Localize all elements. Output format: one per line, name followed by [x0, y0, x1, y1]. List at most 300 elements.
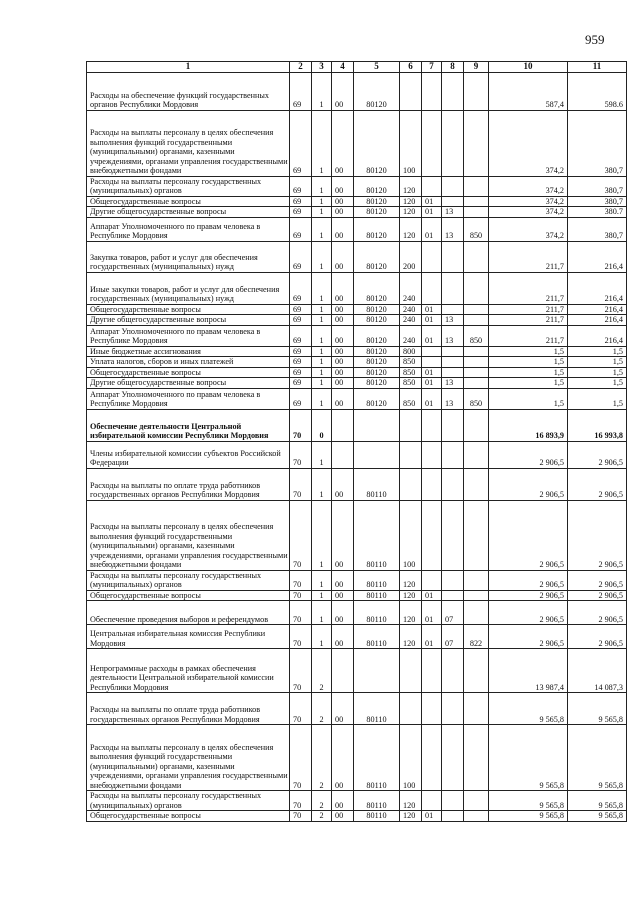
cell-subsection — [442, 304, 464, 315]
cell-expense-type: 120 — [400, 811, 422, 822]
cell-subsection: 13 — [442, 325, 464, 346]
cell-chapter: 01 — [422, 304, 442, 315]
table-row — [87, 500, 627, 570]
cell-ministry: 70 — [290, 725, 312, 791]
table-row — [87, 110, 627, 176]
cell-expense-type — [400, 649, 422, 693]
cell-section: 1 — [312, 590, 332, 601]
cell-description: Иные бюджетные ассигнования — [87, 346, 290, 357]
cell-subprogram: 00 — [332, 346, 354, 357]
cell-ministry: 69 — [290, 110, 312, 176]
cell-subsection — [442, 357, 464, 368]
cell-subsection — [442, 725, 464, 791]
cell-subprogram — [332, 441, 354, 468]
cell-target-item: 80120 — [354, 272, 400, 304]
cell-chapter — [422, 500, 442, 570]
cell-expense-type: 240 — [400, 315, 422, 326]
cell-subsection — [442, 570, 464, 590]
cell-target-item: 80120 — [354, 241, 400, 272]
cell-section: 1 — [312, 241, 332, 272]
table-row — [87, 196, 627, 207]
cell-value-2019: 380,7 — [568, 176, 627, 196]
cell-value-2018: 9 565,8 — [489, 811, 568, 822]
cell-target-item: 80120 — [354, 315, 400, 326]
cell-section: 1 — [312, 570, 332, 590]
cell-description: Общегосударственные вопросы — [87, 811, 290, 822]
cell-section: 1 — [312, 207, 332, 218]
cell-chapter: 01 — [422, 207, 442, 218]
cell-expense-type: 200 — [400, 241, 422, 272]
cell-value-2019: 9 565,8 — [568, 693, 627, 725]
cell-description: Другие общегосударственные вопросы — [87, 207, 290, 218]
cell-subsection: 13 — [442, 388, 464, 409]
cell-subprogram: 00 — [332, 590, 354, 601]
cell-value-2019: 1,5 — [568, 388, 627, 409]
cell-target-item — [354, 649, 400, 693]
cell-value-2018: 16 893,9 — [489, 409, 568, 441]
cell-section: 1 — [312, 196, 332, 207]
cell-value-2019: 9 565,8 — [568, 811, 627, 822]
cell-target-item: 80120 — [354, 325, 400, 346]
cell-ministry: 69 — [290, 304, 312, 315]
cell-code — [464, 196, 489, 207]
cell-value-2019: 9 565,8 — [568, 725, 627, 791]
cell-value-2019: 380,7 — [568, 110, 627, 176]
cell-chapter — [422, 441, 442, 468]
cell-ministry: 69 — [290, 388, 312, 409]
cell-value-2019: 380,7 — [568, 217, 627, 241]
cell-section: 2 — [312, 649, 332, 693]
cell-expense-type: 800 — [400, 346, 422, 357]
table-row — [87, 649, 627, 693]
cell-expense-type: 100 — [400, 500, 422, 570]
cell-subprogram: 00 — [332, 378, 354, 389]
cell-description: Обеспечение деятельности Центральной избирательной комиссии Республики Мордовия — [87, 409, 290, 441]
cell-section: 1 — [312, 176, 332, 196]
table-row — [87, 388, 627, 409]
cell-section: 1 — [312, 357, 332, 368]
cell-chapter: 01 — [422, 811, 442, 822]
cell-chapter: 01 — [422, 196, 442, 207]
cell-chapter — [422, 176, 442, 196]
cell-description: Аппарат Уполномоченного по правам человека в Республике Мордовия — [87, 217, 290, 241]
cell-section: 1 — [312, 388, 332, 409]
cell-target-item: 80120 — [354, 110, 400, 176]
table-row — [87, 601, 627, 625]
cell-section: 2 — [312, 693, 332, 725]
cell-subsection — [442, 176, 464, 196]
cell-section: 2 — [312, 725, 332, 791]
cell-ministry: 69 — [290, 72, 312, 110]
cell-target-item: 80110 — [354, 468, 400, 500]
cell-code — [464, 693, 489, 725]
cell-description: Расходы на выплаты персоналу государственных (муниципальных) органов — [87, 791, 290, 811]
cell-subprogram — [332, 649, 354, 693]
column-header: 1 — [87, 62, 290, 73]
cell-value-2018: 2 906,5 — [489, 570, 568, 590]
cell-expense-type: 120 — [400, 601, 422, 625]
cell-section: 1 — [312, 625, 332, 649]
cell-value-2019: 216,4 — [568, 241, 627, 272]
cell-subsection — [442, 441, 464, 468]
cell-value-2019: 2 906,5 — [568, 441, 627, 468]
table-row — [87, 693, 627, 725]
cell-expense-type: 100 — [400, 725, 422, 791]
cell-subprogram: 00 — [332, 304, 354, 315]
cell-value-2018: 211,7 — [489, 241, 568, 272]
cell-code — [464, 649, 489, 693]
cell-subsection — [442, 649, 464, 693]
cell-value-2018: 2 906,5 — [489, 441, 568, 468]
cell-value-2018: 1,5 — [489, 346, 568, 357]
cell-section: 1 — [312, 346, 332, 357]
cell-target-item — [354, 409, 400, 441]
column-header: 6 — [400, 62, 422, 73]
cell-expense-type: 240 — [400, 272, 422, 304]
table-row — [87, 811, 627, 822]
page-number: 959 — [585, 32, 605, 47]
cell-ministry: 70 — [290, 649, 312, 693]
cell-code — [464, 176, 489, 196]
cell-chapter — [422, 693, 442, 725]
cell-description: Расходы на выплаты персоналу государственных (муниципальных) органов — [87, 176, 290, 196]
cell-target-item: 80120 — [354, 304, 400, 315]
cell-subsection: 13 — [442, 217, 464, 241]
cell-subprogram: 00 — [332, 811, 354, 822]
cell-subsection — [442, 811, 464, 822]
cell-value-2018: 211,7 — [489, 325, 568, 346]
cell-code: 850 — [464, 388, 489, 409]
cell-subsection: 07 — [442, 601, 464, 625]
cell-ministry: 70 — [290, 409, 312, 441]
table-row — [87, 590, 627, 601]
cell-section: 1 — [312, 72, 332, 110]
cell-ministry: 69 — [290, 367, 312, 378]
cell-value-2019: 2 906,5 — [568, 570, 627, 590]
cell-value-2019: 216,4 — [568, 272, 627, 304]
table-row — [87, 315, 627, 326]
cell-subprogram: 00 — [332, 325, 354, 346]
cell-expense-type: 120 — [400, 570, 422, 590]
cell-value-2018: 2 906,5 — [489, 468, 568, 500]
cell-description: Расходы на выплаты персоналу в целях обеспечения выполнения функций государственными (муниципальными) органами, казенными учреждениями, органами управления государственными внебюджетными фондами — [87, 110, 290, 176]
cell-section: 0 — [312, 409, 332, 441]
cell-section: 1 — [312, 367, 332, 378]
cell-description: Расходы на выплаты персоналу в целях обеспечения выполнения функций государственными (муниципальными) органами, казенными учреждениями, органами управления государственными внебюджетными фондами — [87, 725, 290, 791]
cell-target-item: 80120 — [354, 207, 400, 218]
cell-section: 1 — [312, 325, 332, 346]
cell-code — [464, 207, 489, 218]
cell-section: 1 — [312, 304, 332, 315]
cell-target-item: 80120 — [354, 176, 400, 196]
cell-ministry: 69 — [290, 325, 312, 346]
cell-expense-type: 850 — [400, 388, 422, 409]
cell-target-item: 80110 — [354, 811, 400, 822]
cell-value-2019: 1,5 — [568, 367, 627, 378]
cell-subprogram: 00 — [332, 176, 354, 196]
cell-expense-type: 120 — [400, 176, 422, 196]
cell-description: Непрограммные расходы в рамках обеспечения деятельности Центральной избирательной комиссии Республики Мордовия — [87, 649, 290, 693]
cell-value-2018: 2 906,5 — [489, 625, 568, 649]
cell-code — [464, 590, 489, 601]
cell-chapter — [422, 409, 442, 441]
cell-value-2019: 216,4 — [568, 315, 627, 326]
cell-value-2019: 16 993,8 — [568, 409, 627, 441]
cell-subprogram — [332, 409, 354, 441]
cell-description: Расходы на выплаты персоналу государственных (муниципальных) органов — [87, 570, 290, 590]
table-row — [87, 791, 627, 811]
cell-target-item: 80110 — [354, 570, 400, 590]
cell-value-2019: 1,5 — [568, 346, 627, 357]
cell-subprogram: 00 — [332, 367, 354, 378]
cell-subprogram: 00 — [332, 570, 354, 590]
table-row — [87, 367, 627, 378]
cell-value-2018: 374,2 — [489, 176, 568, 196]
cell-subsection — [442, 272, 464, 304]
cell-subsection — [442, 196, 464, 207]
cell-value-2019: 1,5 — [568, 378, 627, 389]
table-row — [87, 346, 627, 357]
cell-target-item: 80110 — [354, 693, 400, 725]
cell-chapter — [422, 241, 442, 272]
cell-ministry: 70 — [290, 791, 312, 811]
cell-subprogram: 00 — [332, 207, 354, 218]
cell-value-2019: 2 906,5 — [568, 468, 627, 500]
cell-code — [464, 500, 489, 570]
cell-section: 1 — [312, 272, 332, 304]
cell-section: 2 — [312, 811, 332, 822]
cell-value-2019: 14 087,3 — [568, 649, 627, 693]
cell-description: Расходы на выплаты по оплате труда работников государственных органов Республики Мордовия — [87, 693, 290, 725]
cell-expense-type: 120 — [400, 196, 422, 207]
cell-code — [464, 367, 489, 378]
cell-expense-type: 850 — [400, 378, 422, 389]
cell-code — [464, 570, 489, 590]
cell-section: 1 — [312, 601, 332, 625]
cell-value-2018: 587,4 — [489, 72, 568, 110]
cell-target-item: 80120 — [354, 367, 400, 378]
cell-section: 1 — [312, 217, 332, 241]
cell-description: Аппарат Уполномоченного по правам человека в Республике Мордовия — [87, 388, 290, 409]
cell-chapter: 01 — [422, 625, 442, 649]
cell-value-2018: 211,7 — [489, 304, 568, 315]
cell-subprogram: 00 — [332, 601, 354, 625]
cell-subprogram: 00 — [332, 500, 354, 570]
cell-description: Общегосударственные вопросы — [87, 196, 290, 207]
cell-description: Другие общегосударственные вопросы — [87, 315, 290, 326]
table-row — [87, 409, 627, 441]
cell-expense-type: 850 — [400, 367, 422, 378]
cell-subsection — [442, 791, 464, 811]
cell-chapter: 01 — [422, 217, 442, 241]
cell-subprogram: 00 — [332, 110, 354, 176]
column-header: 8 — [442, 62, 464, 73]
table-row — [87, 625, 627, 649]
cell-description: Расходы на выплаты по оплате труда работников государственных органов Республики Мордовия — [87, 468, 290, 500]
cell-ministry: 70 — [290, 590, 312, 601]
column-header: 11 — [568, 62, 627, 73]
cell-value-2018: 1,5 — [489, 388, 568, 409]
cell-target-item: 80110 — [354, 791, 400, 811]
cell-chapter: 01 — [422, 367, 442, 378]
cell-chapter — [422, 468, 442, 500]
cell-value-2019: 216,4 — [568, 325, 627, 346]
cell-value-2019: 216,4 — [568, 304, 627, 315]
cell-code — [464, 601, 489, 625]
table-row — [87, 241, 627, 272]
cell-code — [464, 791, 489, 811]
cell-value-2019: 1,5 — [568, 357, 627, 368]
cell-subsection — [442, 409, 464, 441]
cell-value-2018: 1,5 — [489, 367, 568, 378]
cell-value-2018: 2 906,5 — [489, 500, 568, 570]
cell-ministry: 69 — [290, 207, 312, 218]
cell-chapter — [422, 357, 442, 368]
cell-code — [464, 272, 489, 304]
table-body — [87, 72, 627, 821]
cell-ministry: 69 — [290, 217, 312, 241]
table-row — [87, 441, 627, 468]
cell-value-2019: 2 906,5 — [568, 500, 627, 570]
cell-target-item: 80110 — [354, 500, 400, 570]
cell-section: 1 — [312, 315, 332, 326]
cell-subsection — [442, 346, 464, 357]
cell-ministry: 69 — [290, 272, 312, 304]
cell-expense-type: 240 — [400, 304, 422, 315]
cell-subsection — [442, 693, 464, 725]
cell-chapter — [422, 791, 442, 811]
cell-expense-type: 850 — [400, 357, 422, 368]
cell-chapter — [422, 346, 442, 357]
table-row — [87, 176, 627, 196]
column-header: 7 — [422, 62, 442, 73]
cell-code — [464, 110, 489, 176]
table-row — [87, 217, 627, 241]
cell-code — [464, 241, 489, 272]
cell-chapter — [422, 272, 442, 304]
cell-ministry: 69 — [290, 176, 312, 196]
cell-target-item: 80110 — [354, 601, 400, 625]
cell-description: Члены избирательной комиссии субъектов Российской Федерации — [87, 441, 290, 468]
cell-value-2018: 1,5 — [489, 378, 568, 389]
cell-description: Аппарат Уполномоченного по правам человека в Республике Мордовия — [87, 325, 290, 346]
cell-value-2019: 598.6 — [568, 72, 627, 110]
cell-expense-type — [400, 441, 422, 468]
cell-ministry: 69 — [290, 241, 312, 272]
cell-code — [464, 468, 489, 500]
table-row — [87, 468, 627, 500]
cell-ministry: 70 — [290, 693, 312, 725]
cell-ministry: 69 — [290, 346, 312, 357]
table-row — [87, 357, 627, 368]
cell-value-2018: 9 565,8 — [489, 693, 568, 725]
cell-subsection — [442, 72, 464, 110]
cell-chapter: 01 — [422, 601, 442, 625]
cell-subsection — [442, 468, 464, 500]
cell-subprogram: 00 — [332, 357, 354, 368]
cell-code — [464, 304, 489, 315]
cell-value-2018: 9 565,8 — [489, 725, 568, 791]
cell-expense-type: 120 — [400, 625, 422, 649]
cell-code — [464, 346, 489, 357]
cell-subsection — [442, 241, 464, 272]
table-row — [87, 570, 627, 590]
cell-description: Общегосударственные вопросы — [87, 304, 290, 315]
cell-code — [464, 315, 489, 326]
cell-expense-type: 240 — [400, 325, 422, 346]
cell-ministry: 69 — [290, 196, 312, 207]
cell-chapter — [422, 570, 442, 590]
table-row — [87, 207, 627, 218]
cell-code — [464, 811, 489, 822]
cell-subsection — [442, 590, 464, 601]
budget-table — [86, 61, 627, 822]
column-header: 10 — [489, 62, 568, 73]
column-header: 9 — [464, 62, 489, 73]
cell-subprogram: 00 — [332, 272, 354, 304]
cell-subprogram: 00 — [332, 725, 354, 791]
cell-value-2018: 211,7 — [489, 315, 568, 326]
cell-subsection — [442, 367, 464, 378]
cell-value-2019: 2 906,5 — [568, 625, 627, 649]
cell-subsection — [442, 500, 464, 570]
cell-value-2019: 380,7 — [568, 196, 627, 207]
cell-code — [464, 725, 489, 791]
column-header: 5 — [354, 62, 400, 73]
cell-chapter: 01 — [422, 590, 442, 601]
cell-value-2019: 9 565,8 — [568, 791, 627, 811]
cell-subprogram: 00 — [332, 241, 354, 272]
column-header: 4 — [332, 62, 354, 73]
cell-target-item: 80120 — [354, 388, 400, 409]
cell-target-item: 80110 — [354, 725, 400, 791]
cell-subsection: 07 — [442, 625, 464, 649]
cell-description: Общегосударственные вопросы — [87, 590, 290, 601]
cell-subsection: 13 — [442, 207, 464, 218]
column-header: 3 — [312, 62, 332, 73]
cell-target-item: 80110 — [354, 590, 400, 601]
cell-expense-type — [400, 468, 422, 500]
cell-code — [464, 441, 489, 468]
cell-subprogram: 00 — [332, 315, 354, 326]
cell-ministry: 69 — [290, 378, 312, 389]
cell-code — [464, 409, 489, 441]
cell-expense-type: 120 — [400, 217, 422, 241]
cell-target-item: 80120 — [354, 357, 400, 368]
cell-ministry: 70 — [290, 601, 312, 625]
table-row — [87, 304, 627, 315]
cell-code: 850 — [464, 325, 489, 346]
cell-value-2018: 2 906,5 — [489, 601, 568, 625]
cell-chapter: 01 — [422, 388, 442, 409]
cell-section: 1 — [312, 110, 332, 176]
cell-code — [464, 357, 489, 368]
cell-ministry: 70 — [290, 468, 312, 500]
cell-expense-type: 120 — [400, 791, 422, 811]
cell-value-2018: 2 906,5 — [489, 590, 568, 601]
cell-chapter — [422, 725, 442, 791]
cell-value-2018: 374,2 — [489, 196, 568, 207]
cell-code — [464, 72, 489, 110]
cell-section: 2 — [312, 791, 332, 811]
cell-code: 822 — [464, 625, 489, 649]
cell-subprogram: 00 — [332, 791, 354, 811]
cell-expense-type — [400, 693, 422, 725]
cell-ministry: 69 — [290, 315, 312, 326]
column-header: 2 — [290, 62, 312, 73]
cell-expense-type — [400, 72, 422, 110]
cell-ministry: 70 — [290, 811, 312, 822]
